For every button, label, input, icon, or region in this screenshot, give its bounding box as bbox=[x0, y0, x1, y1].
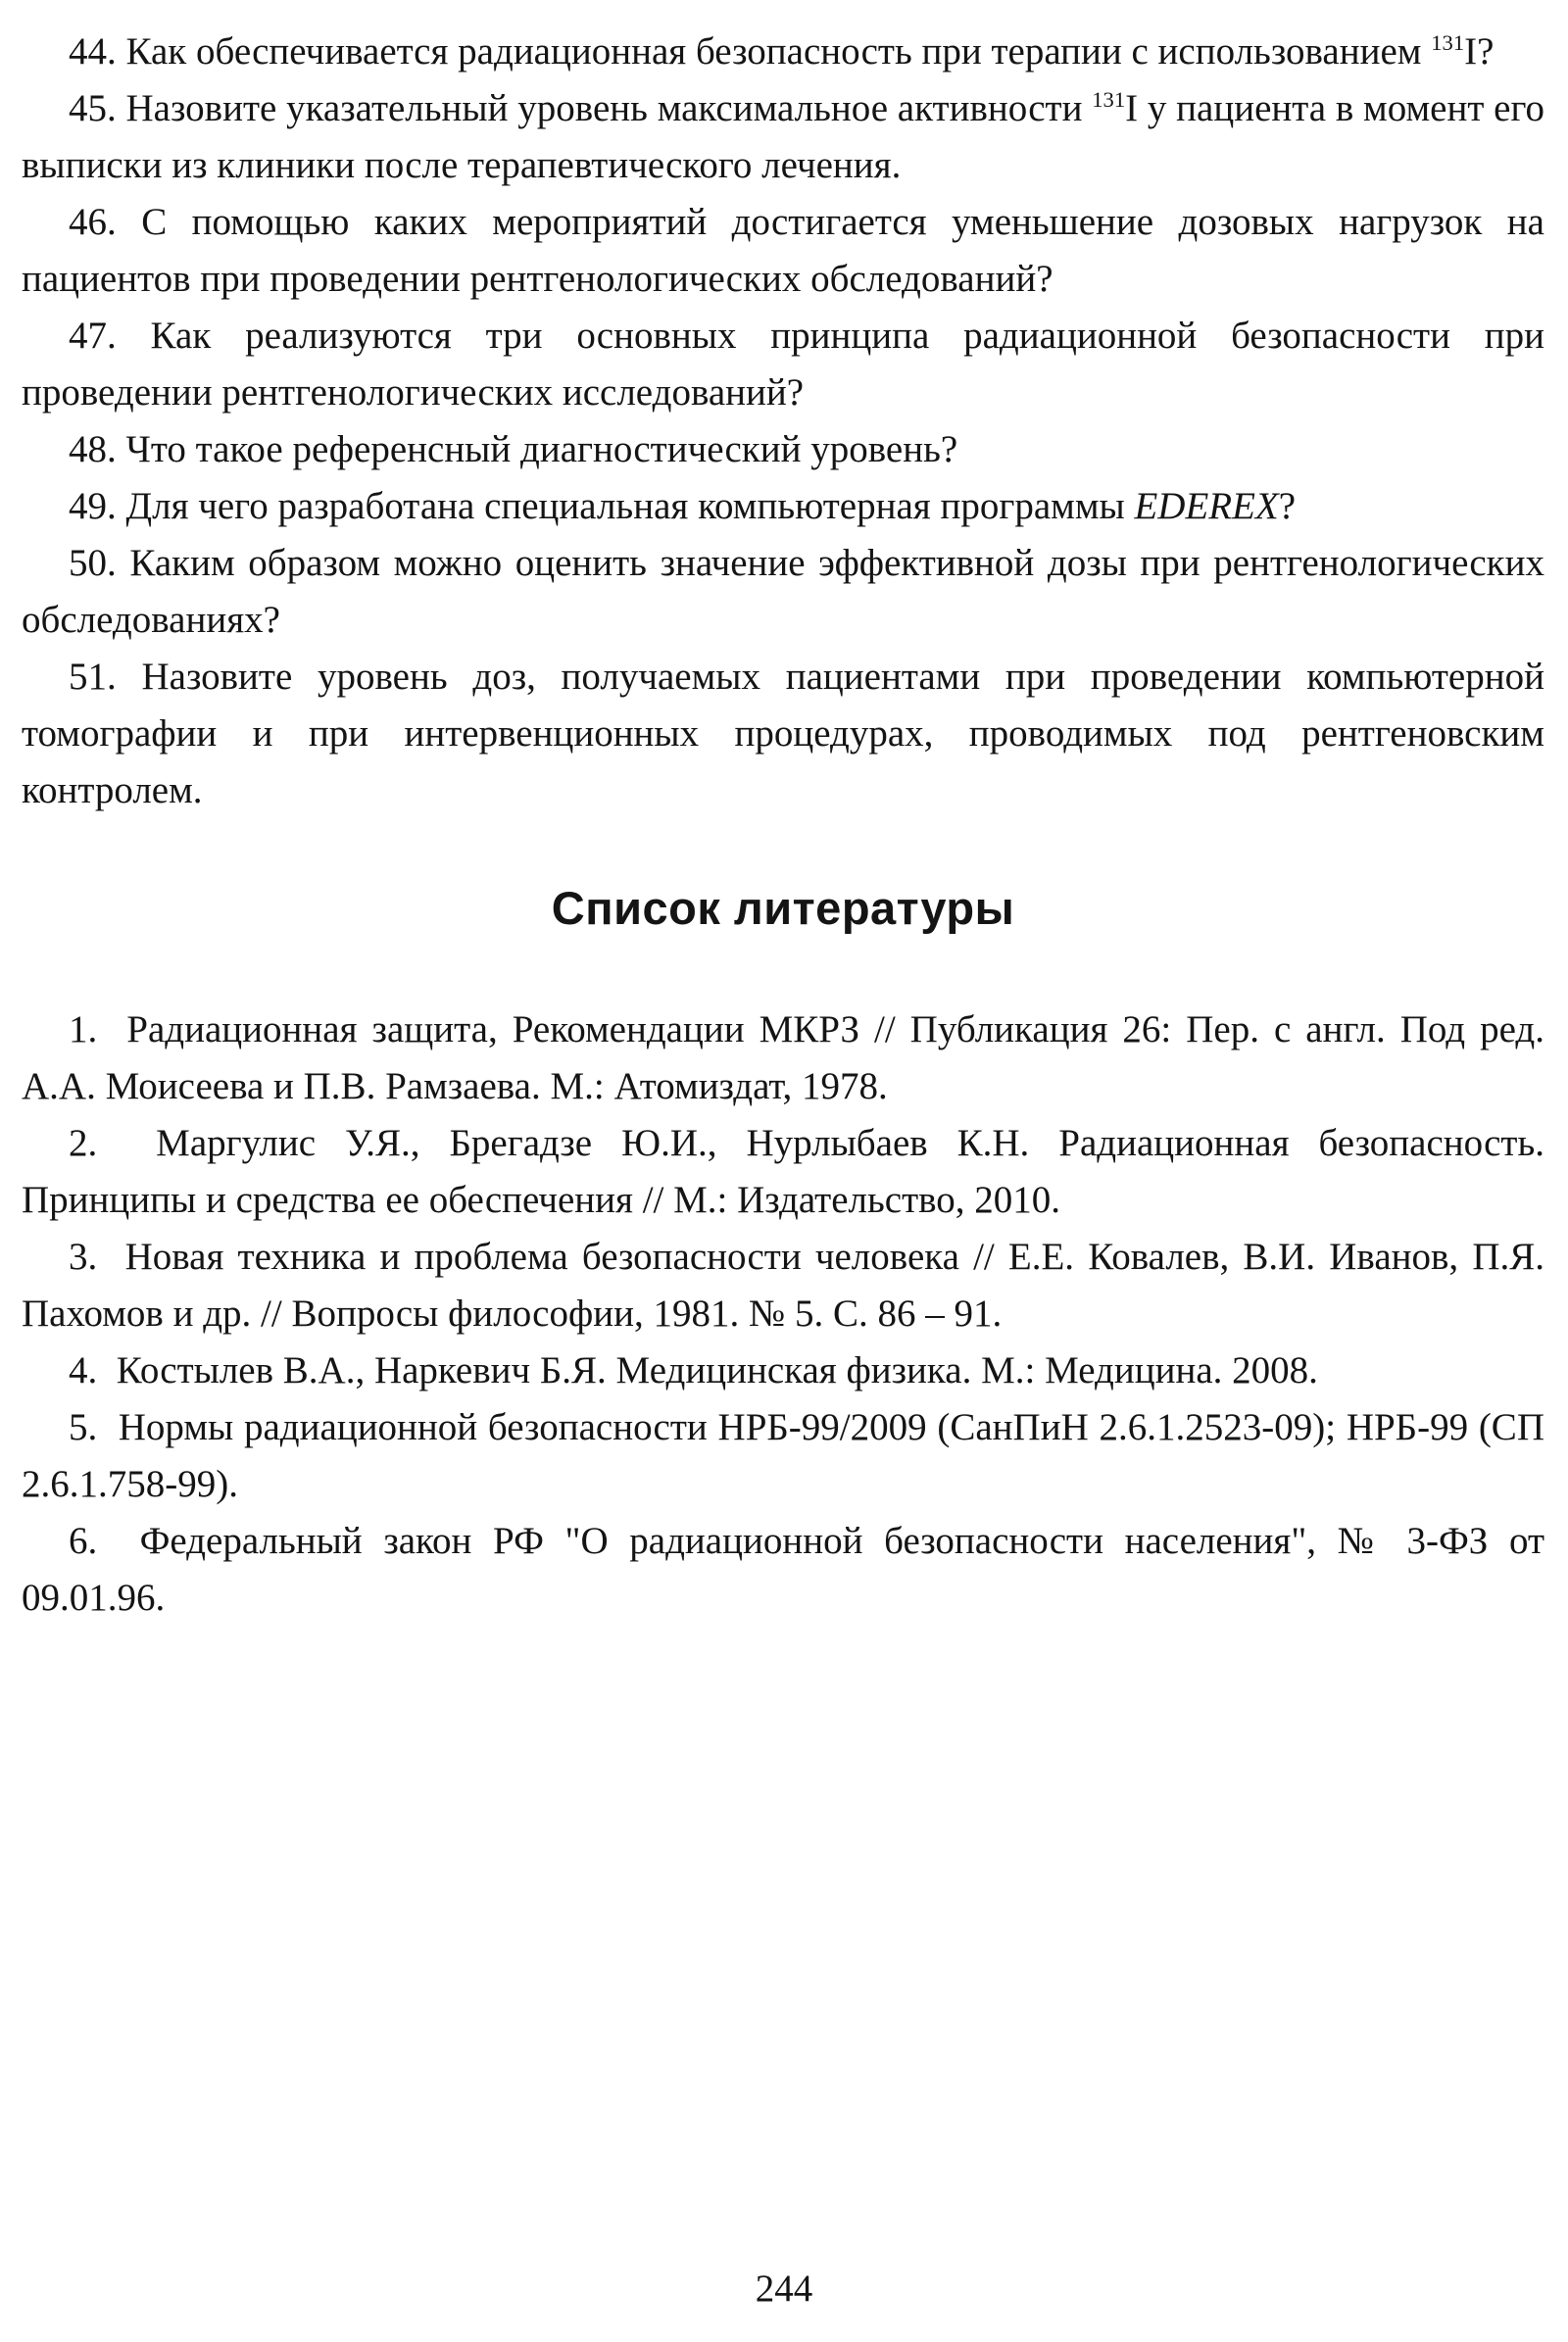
bibliography-item-6: 6. Федеральный закон РФ "О радиационной безопасности населения", № 3-ФЗ от 09.01.96. bbox=[22, 1520, 1544, 1619]
question-49 bbox=[22, 478, 1544, 535]
bibliography-item-1: 1. Радиационная защита, Рекомендации МКРЗ // Публикация 26: Пер. с англ. Под ред. А.А. Моисеева и П.В. Рамзаева. М.: Атомиздат, 1978. bbox=[22, 1008, 1544, 1107]
isotope-131-superscript: 131 bbox=[1092, 87, 1126, 112]
question-44-tail: I? bbox=[1464, 30, 1494, 73]
question-46: 46. С помощью каких мероприятий достигается уменьшение дозовых нагрузок на пациентов при проведении рентгенологических обследований? bbox=[22, 201, 1544, 300]
question-47: 47. Как реализуются три основных принципа радиационной безопасности при проведении рентгенологических исследований? bbox=[22, 315, 1544, 414]
question-49-tail: ? bbox=[1278, 485, 1297, 527]
page-number: 244 bbox=[755, 2268, 813, 2310]
bibliography-section bbox=[22, 1001, 1544, 1627]
program-name-ederex: EDEREX bbox=[1134, 485, 1279, 527]
question-44 bbox=[22, 24, 1544, 80]
question-45-tail: I у пациента в момент его выписки из клиники после терапевтического лечения. bbox=[22, 87, 1544, 186]
question-51: 51. Назовите уровень доз, получаемых пациентами при проведении компьютерной томографии и при интервенционных процедурах, проводимых под рентгеновским контролем. bbox=[22, 656, 1544, 811]
bibliography-item-3: 3. Новая техника и проблема безопасности человека // Е.Е. Ковалев, В.И. Иванов, П.Я. Пахомов и др. // Вопросы философии, 1981. № 5. С. 86 – 91. bbox=[22, 1236, 1544, 1335]
question-44-text: 44. Как обеспечивается радиационная безопасность при терапии с использованием bbox=[69, 30, 1432, 73]
bibliography-heading: Список литературы bbox=[551, 882, 1015, 934]
bibliography-item-4: 4. Костылев В.А., Наркевич Б.Я. Медицинская физика. М.: Медицина. 2008. bbox=[69, 1349, 1318, 1391]
question-48: 48. Что такое референсный диагностический уровень? bbox=[69, 428, 958, 470]
question-49-text: 49. Для чего разработана специальная компьютерная программы bbox=[69, 485, 1135, 527]
bibliography-item-5: 5. Нормы радиационной безопасности НРБ-99/2009 (СанПиН 2.6.1.2523-09); НРБ-99 (СП 2.6.1.758-99). bbox=[22, 1406, 1544, 1505]
question-50: 50. Каким образом можно оценить значение эффективной дозы при рентгенологических обследованиях? bbox=[22, 542, 1544, 641]
question-45-text: 45. Назовите указательный уровень максимальное активности bbox=[69, 87, 1093, 129]
bibliography-item-2: 2. Маргулис У.Я., Брегадзе Ю.И., Нурлыбаев К.Н. Радиационная безопасность. Принципы и средства ее обеспечения // М.: Издательство, 2010. bbox=[22, 1122, 1544, 1221]
question-45 bbox=[22, 80, 1544, 194]
questions-section bbox=[22, 24, 1544, 819]
isotope-131-superscript: 131 bbox=[1431, 30, 1465, 55]
